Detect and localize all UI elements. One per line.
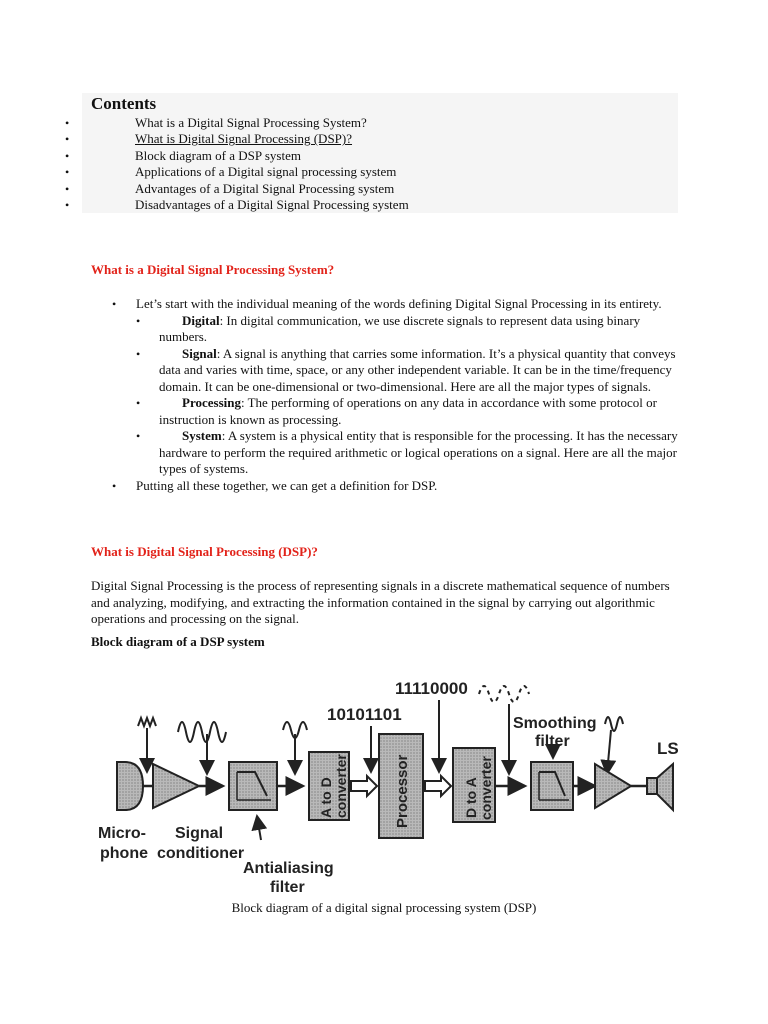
bullet: • <box>112 478 117 493</box>
toc-item[interactable] <box>0 148 409 164</box>
term-item <box>136 313 682 346</box>
toc-item[interactable] <box>0 131 409 147</box>
dsp-block-diagram <box>95 668 695 898</box>
dac-label-2: converter <box>478 756 494 820</box>
term-definition: : The performing of operations on any data in accordance with some protocol or instruction is known as processing. <box>159 395 657 427</box>
conditioned-waveform-icon <box>178 722 226 774</box>
toc-item-label[interactable]: Disadvantages of a Digital Signal Processing system <box>135 196 409 212</box>
bullet: • <box>136 396 141 410</box>
binary-input-label: 10101101 <box>327 705 402 724</box>
toc-item-label[interactable]: What is Digital Signal Processing (DSP)? <box>135 131 353 147</box>
diagram-caption: Block diagram of a digital signal processing system (DSP) <box>231 900 537 915</box>
dac-label-1: D to A <box>463 777 479 818</box>
signal-conditioner-label-1: Signal <box>175 825 224 842</box>
toc-item[interactable] <box>0 181 409 197</box>
contents-list <box>0 115 409 213</box>
microphone-label-2: phone <box>100 845 148 862</box>
term-list <box>136 313 682 478</box>
loudspeaker-icon <box>647 764 673 810</box>
filtered-waveform-icon <box>283 722 307 774</box>
adc-label-2: converter <box>333 754 349 818</box>
smoothing-filter-label-1: Smoothing <box>513 715 597 732</box>
term-item <box>136 395 682 428</box>
intro-text: Let’s start with the individual meaning of the words defining Digital Signal Processing in its entirety. <box>136 296 662 311</box>
bullet: • <box>136 313 141 328</box>
microphone-label-1: Micro- <box>98 825 146 842</box>
toc-item-label[interactable]: Applications of a Digital signal processing system <box>135 164 397 180</box>
term-system: System <box>182 428 222 443</box>
toc-item-label[interactable]: What is a Digital Signal Processing System? <box>135 115 367 130</box>
toc-item[interactable] <box>0 197 409 213</box>
term-item <box>136 346 682 396</box>
term-item <box>136 428 682 478</box>
term-definition: : A signal is anything that carries some information. It’s a physical quantity that conveys data and varies with time, space, or any other independent variable. It can be in the time/frequency domain. It can be one-dimensional or two-dimensional. Here are all the major types of signals. <box>159 345 676 394</box>
bullet: • <box>65 148 70 163</box>
signal-conditioner-icon <box>153 764 199 808</box>
bullet: • <box>136 429 141 443</box>
output-waveform-icon <box>605 717 623 774</box>
processor-to-dac-arrow <box>425 776 451 796</box>
antialiasing-label-1: Antialiasing <box>243 860 334 877</box>
bullet: • <box>65 165 70 180</box>
list-item <box>112 296 682 478</box>
toc-item-label[interactable]: Block diagram of a DSP system <box>135 147 301 163</box>
closing-text: Putting all these together, we can get a definition for DSP. <box>136 477 438 493</box>
loudspeaker-label: LS <box>657 739 679 758</box>
bullet: • <box>136 346 141 361</box>
processor-label: Processor <box>394 754 411 828</box>
list-item <box>112 478 682 495</box>
term-digital: Digital <box>182 312 220 328</box>
block-diagram-heading: Block diagram of a DSP system <box>91 634 265 649</box>
adc-to-processor-arrow <box>351 776 377 796</box>
binary-output-label: 11110000 <box>395 679 468 698</box>
output-amplifier-icon <box>595 764 631 808</box>
dsp-definition-paragraph: Digital Signal Processing is the process of representing signals in a discrete mathematical sequence of numbers and analyzing, modifying, and extracting the information contained in the signal by carrying out algorithmic operations and processing on the signal. <box>91 578 670 626</box>
antialiasing-label-2: filter <box>270 879 305 896</box>
bullet: • <box>65 132 70 147</box>
antialiasing-filter-block <box>229 762 277 810</box>
bullet: • <box>112 297 117 311</box>
section-heading-dsp-system: What is a Digital Signal Processing System? <box>91 262 335 277</box>
signal-conditioner-label-2: conditioner <box>157 845 245 862</box>
antialiasing-pointer <box>257 816 261 840</box>
toc-item[interactable] <box>0 115 409 131</box>
bullet: • <box>65 197 70 212</box>
smoothing-filter-block <box>531 762 573 810</box>
adc-label-1: A to D <box>318 777 334 818</box>
term-definition: : In digital communication, we use discrete signals to represent data using binary numbers. <box>159 312 641 344</box>
bullet: • <box>65 181 70 196</box>
smoothing-filter-label-2: filter <box>535 733 570 750</box>
microphone-icon <box>117 762 143 810</box>
section-heading-dsp: What is Digital Signal Processing (DSP)? <box>91 544 318 559</box>
bullet: • <box>65 116 70 130</box>
term-signal: Signal <box>182 345 217 361</box>
contents-title: Contents <box>91 94 157 113</box>
toc-item[interactable] <box>0 164 409 180</box>
term-definition: : A system is a physical entity that is responsible for the processing. It has the necessary hardware to perform the required arithmetic or logical operations on a signal. Here are all the major types of systems. <box>159 428 678 476</box>
term-processing: Processing <box>182 395 241 410</box>
toc-item-label[interactable]: Advantages of a Digital Signal Processing system <box>135 180 395 196</box>
definition-list <box>112 296 682 494</box>
